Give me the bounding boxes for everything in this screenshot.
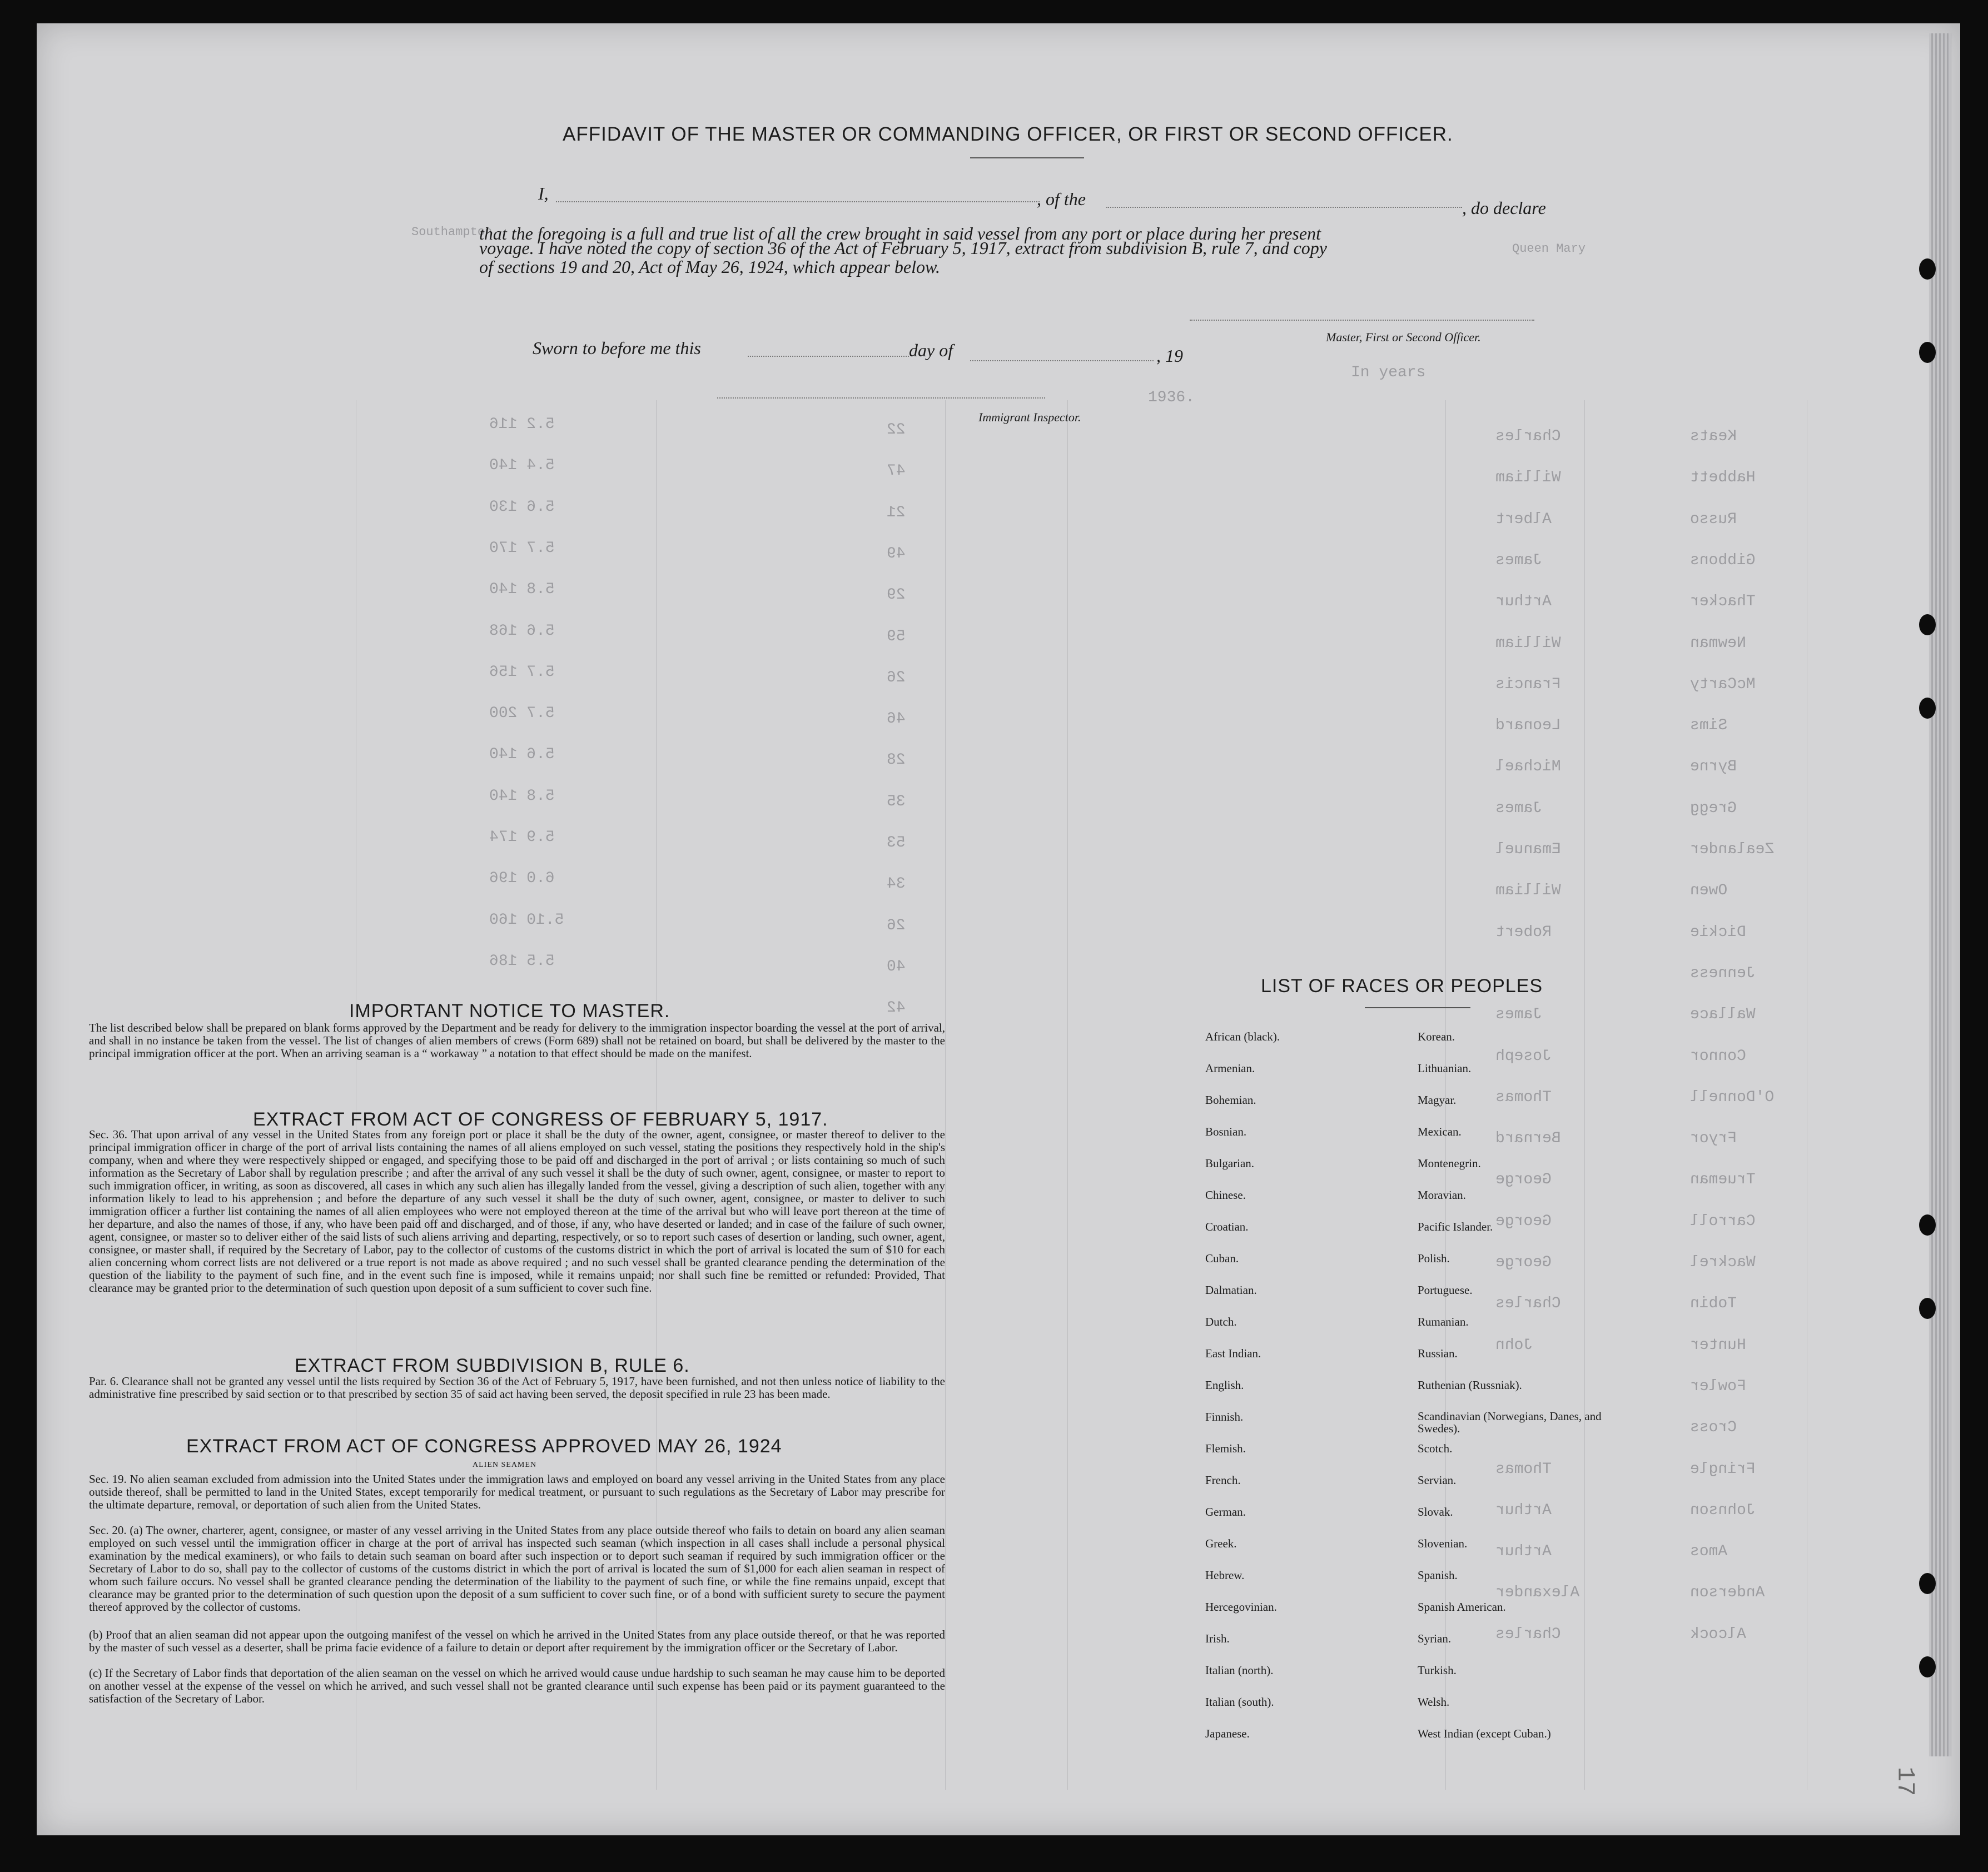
bleed-through-given-name: William (1495, 634, 1561, 652)
race-item: Slovenian. (1418, 1537, 1468, 1550)
column-rule (945, 400, 946, 1790)
extract-1917-title: EXTRACT FROM ACT OF CONGRESS OF FEBRUARY 5, 1917. (253, 1109, 828, 1130)
extract-rule6-title: EXTRACT FROM SUBDIVISION B, RULE 6. (295, 1355, 690, 1376)
bleed-through-port: Southampton (411, 225, 493, 239)
race-item: Polish. (1418, 1252, 1450, 1265)
notice-title: IMPORTANT NOTICE TO MASTER. (349, 1000, 670, 1022)
vessel-name-field[interactable] (1106, 207, 1462, 208)
bleed-through-given-name: William (1495, 469, 1561, 487)
bleed-through-surname: Russo (1690, 510, 1737, 528)
page-stack-edge (1929, 33, 1951, 1756)
race-item: Welsh. (1418, 1695, 1450, 1709)
bleed-through-height-weight: 5.5 186 (489, 952, 555, 970)
bleed-through-surname: Habbett (1690, 469, 1756, 487)
bleed-through-given-name: Charles (1495, 1295, 1561, 1313)
race-item: Scandinavian (Norwegians, Danes, and Swedes). (1418, 1410, 1602, 1435)
extract-1917-body: Sec. 36. That upon arrival of any vessel in the United States from any foreign port or place it shall be the duty of the owner, agent, consignee, or master thereof to deliver to the principal immigration officer in charge of the port of arrival lists containing the names of all aliens employed on such vessel, stating the positions they respectively hold in the ship's company, when and where they were respectively shipped or engaged, and specifying those to be paid off and discharged in the port of arrival ; or lists containing so much of such information as the Secretary of Labor shall by regulation prescribe ; and after the arrival of any such vessel it shall be the duty of such owner, agent, consignee, or master to report to such immigration officer, in writing, as soon as discovered, all cases in which any such alien has illegally landed from the vessel, giving a description of such alien, together with any information likely to lead to his apprehension ; and before the departure of any such vessel it shall be the duty of such owner, agent, consignee, or master to deliver to such immigration officer a further list containing the names of all alien employees who were not employed thereon at the time of the arrival but who will leave port thereon at the time of her departure, and also the names of those, if any, who have been paid off and discharged, and of those, if any, who have deserted or landed; and in case of the failure of such owner, agent, consignee, or master so to deliver either of the said lists of such aliens arriving and departing, respectively, or so to report such cases of desertion or landing, such owner, agent, consignee, or master shall, if required by the Secretary of Labor, pay to the collector of customs of the customs district in which the port of arrival is located the sum of $10 for each alien concerning whom correct lists are not delivered or a true report is not made as above required ; and no such vessel shall be granted clearance pending the determination of the question of the liability to the payment of such fine, and in the event such fine is imposed, while it remains unpaid; nor shall such fine be remitted or refunded: Provided, That clearance may be granted prior to the determination of such question upon deposit of a sum sufficient to cover such fine. (89, 1128, 945, 1295)
race-item: Turkish. (1418, 1664, 1457, 1677)
race-item: Dutch. (1205, 1315, 1237, 1328)
bleed-through-given-name: Arthur (1495, 593, 1552, 611)
bleed-through-age: 40 (887, 958, 906, 975)
race-item: Bosnian. (1205, 1125, 1247, 1138)
bleed-through-surname: Alcock (1690, 1625, 1746, 1643)
bleed-through-surname: Owen (1690, 882, 1728, 900)
binder-hole (1919, 258, 1936, 280)
bleed-through-given-name: James (1495, 551, 1543, 569)
bleed-through-given-name: Bernard (1495, 1130, 1561, 1148)
bleed-through-age: 22 (887, 421, 906, 439)
bleed-through-age: 34 (887, 875, 906, 893)
bleed-through-surname: Carroll (1690, 1212, 1756, 1230)
year-prefix: , 19 (1156, 346, 1183, 366)
race-item: Finnish. (1205, 1410, 1244, 1423)
affidavit-of-the: , of the (1037, 189, 1086, 209)
bleed-through-age: 47 (887, 462, 906, 480)
extract-1924-sec20b: (b) Proof that an alien seaman did not appear upon the outgoing manifest of the vessel on which he arrived in the United States from any place outside thereof, or that he was reported by the master of such vessel as a deserter, shall be prima facie evidence of a failure to detain or deport after requirement by the immigration officer or the Secretary of Labor. (89, 1628, 945, 1654)
bleed-through-surname: Zealander (1690, 841, 1775, 858)
bleed-through-vessel: Queen Mary (1512, 242, 1586, 256)
bleed-through-given-name: John (1495, 1336, 1533, 1354)
race-item: Syrian. (1418, 1632, 1452, 1645)
bleed-through-given-name: Charles (1495, 428, 1561, 445)
bleed-through-surname: Cross (1690, 1419, 1737, 1437)
bleed-through-surname: Trueman (1690, 1171, 1756, 1189)
bleed-through-height-weight: 6.0 196 (489, 870, 555, 888)
bleed-through-age: 26 (887, 917, 906, 934)
bleed-through-height-weight: 5.8 140 (489, 581, 555, 599)
race-item: Ruthenian (Russniak). (1418, 1378, 1522, 1392)
bleed-through-surname: Gibbons (1690, 551, 1756, 569)
bleed-through-surname: Johnson (1690, 1501, 1756, 1519)
extract-1924-sec19: Sec. 19. No alien seaman excluded from admission into the United States under the immigration laws and employed on board any vessel arriving in the United States from any place outside thereof, shall be permitted to land in the United States, except temporarily for medical treatment, or pursuant to such regulations as the Secretary of Labor may prescribe for the ultimate departure, removal, or deportation of such alien from the United States. (89, 1472, 945, 1511)
binder-hole (1919, 1573, 1936, 1594)
binder-hole (1919, 1298, 1936, 1319)
race-item: Pacific Islander. (1418, 1220, 1493, 1233)
race-item: Russian. (1418, 1347, 1458, 1360)
affidavit-line3: voyage. I have noted the copy of section 36 of the Act of February 5, 1917, extract from subdivision B, rule 7, and copy (479, 238, 1327, 258)
bleed-through-surname: Wallace (1690, 1006, 1756, 1024)
bleed-through-height-weight: 5.7 200 (489, 705, 555, 723)
bleed-through-surname: McCarty (1690, 675, 1756, 693)
bleed-through-given-name: Leonard (1495, 717, 1561, 735)
affidavit-title: AFFIDAVIT OF THE MASTER OR COMMANDING OFFICER, OR FIRST OR SECOND OFFICER. (563, 123, 1453, 145)
bleed-through-height-weight: 5.4 140 (489, 457, 555, 475)
binder-hole (1919, 1214, 1936, 1236)
bleed-through-height-weight: 5.7 170 (489, 539, 555, 557)
race-item: East Indian. (1205, 1347, 1261, 1360)
bleed-through-surname: Newman (1690, 634, 1746, 652)
race-item: Italian (south). (1205, 1695, 1274, 1709)
bleed-through-surname: Sims (1690, 717, 1728, 735)
bleed-through-given-name: Arthur (1495, 1501, 1552, 1519)
bleed-through-age: 49 (887, 545, 906, 562)
bleed-through-surname: Connor (1690, 1047, 1746, 1065)
bleed-through-given-name: William (1495, 882, 1561, 900)
title-rule (970, 157, 1084, 158)
sworn-day-field[interactable] (748, 356, 909, 357)
sworn-month-field[interactable] (970, 360, 1154, 361)
race-item: Servian. (1418, 1473, 1457, 1487)
inspector-caption: Immigrant Inspector. (978, 410, 1081, 424)
bleed-through-age: 26 (887, 669, 906, 686)
binder-hole (1919, 342, 1936, 363)
races-rule (1365, 1007, 1470, 1008)
race-item: Hercegovinian. (1205, 1600, 1277, 1614)
binder-hole (1919, 614, 1936, 635)
race-item: West Indian (except Cuban.) (1418, 1727, 1551, 1740)
race-item: Dalmatian. (1205, 1283, 1257, 1297)
master-signature-field[interactable] (1190, 320, 1534, 321)
race-item: Spanish. (1418, 1569, 1458, 1582)
bleed-through-surname: Wackrel (1690, 1254, 1756, 1271)
bleed-through-given-name: George (1495, 1171, 1552, 1189)
affidavit-i: I, (538, 183, 549, 203)
bleed-through-given-name: Thomas (1495, 1088, 1552, 1106)
bleed-through-surname: Byrne (1690, 758, 1737, 776)
extract-1924-title: EXTRACT FROM ACT OF CONGRESS APPROVED MAY 26, 1924 (186, 1436, 782, 1457)
race-item: African (black). (1205, 1030, 1280, 1043)
bleed-through-given-name: Alexander (1495, 1584, 1580, 1602)
bleed-through-age: 59 (887, 628, 906, 645)
bleed-through-age: 46 (887, 710, 906, 728)
bleed-through-height-weight: 5.10 160 (489, 911, 564, 929)
race-item: Portuguese. (1418, 1283, 1473, 1297)
bleed-through-surname: Hunter (1690, 1336, 1746, 1354)
binder-hole (1919, 1656, 1936, 1677)
race-item: Lithuanian. (1418, 1062, 1472, 1075)
binder-hole (1919, 698, 1936, 719)
sworn-text: Sworn to before me this (533, 338, 701, 358)
bleed-through-given-name: Albert (1495, 510, 1552, 528)
bleed-through-given-name: George (1495, 1254, 1552, 1271)
race-item: Rumanian. (1418, 1315, 1469, 1328)
race-item: Spanish American. (1418, 1600, 1506, 1614)
bleed-through-given-name: Charles (1495, 1625, 1561, 1643)
bleed-through-surname: Amos (1690, 1543, 1728, 1561)
notice-body: The list described below shall be prepared on blank forms approved by the Department and be ready for delivery to the immigration inspector boarding the vessel at the port of arrival, and shall in no instance be taken from the vessel. The list of changes of alien members of crews (Form 689) shall not be retained on board, but shall be delivered by the master to the principal immigration officer at the port. When an arriving seaman is a “ workaway ” a notation to that effect should be made on the manifest. (89, 1021, 945, 1060)
race-item: Irish. (1205, 1632, 1230, 1645)
bleed-through-in-years: In years (1351, 364, 1426, 381)
race-item: Korean. (1418, 1030, 1455, 1043)
master-caption: Master, First or Second Officer. (1326, 330, 1481, 344)
bleed-through-year: 1936. (1148, 389, 1195, 406)
race-item: Magyar. (1418, 1093, 1457, 1107)
bleed-through-given-name: Emanuel (1495, 841, 1561, 858)
race-item: German. (1205, 1505, 1246, 1518)
races-title: LIST OF RACES OR PEOPLES (1261, 975, 1543, 997)
day-of-text: day of (909, 340, 953, 360)
race-item: Japanese. (1205, 1727, 1250, 1740)
bleed-through-surname: Thacker (1690, 593, 1756, 611)
bleed-through-age: 28 (887, 751, 906, 769)
bleed-through-age: 29 (887, 586, 906, 604)
race-item: Croatian. (1205, 1220, 1249, 1233)
bleed-through-surname: O'Donnell (1690, 1088, 1775, 1106)
affidavit-declare: , do declare (1462, 198, 1546, 218)
extract-1924-sec20c: (c) If the Secretary of Labor finds that deportation of the alien seaman on the vessel on which he arrived would cause undue hardship to such seaman he may cause him to be deported on another vessel at the expense of the vessel on which he arrived, and such vessel shall not be granted clearance until such expense has been paid or its payment guaranteed to the satisfaction of the Secretary of Labor. (89, 1666, 945, 1705)
race-item: Bohemian. (1205, 1093, 1256, 1107)
bleed-through-height-weight: 5.6 140 (489, 746, 555, 764)
column-rule (1584, 400, 1585, 1790)
bleed-through-surname: Gregg (1690, 799, 1737, 817)
column-rule (1067, 400, 1068, 1790)
bleed-through-surname: Fowler (1690, 1377, 1746, 1395)
race-item: Montenegrin. (1418, 1157, 1481, 1170)
bleed-through-surname: Tobin (1690, 1295, 1737, 1313)
bleed-through-given-name: Michael (1495, 758, 1561, 776)
bleed-through-given-name: George (1495, 1212, 1552, 1230)
race-item: Bulgarian. (1205, 1157, 1255, 1170)
bleed-through-age: 21 (887, 504, 906, 521)
bleed-through-given-name: Arthur (1495, 1543, 1552, 1561)
bleed-through-height-weight: 5.9 174 (489, 829, 555, 846)
bleed-through-surname: Fryor (1690, 1130, 1737, 1148)
bleed-through-height-weight: 5.2 116 (489, 416, 555, 433)
extract-rule6-body: Par. 6. Clearance shall not be granted any vessel until the lists required by Section 36 of the Act of February 5, 1917, have been furnished, and not then unless notice of liability to the administrative fine prescribed by said section or to that prescribed by section 35 of said act having been served, the deposit specified in rule 23 has been made. (89, 1375, 945, 1401)
race-item: Hebrew. (1205, 1569, 1245, 1582)
bleed-through-given-name: Thomas (1495, 1460, 1552, 1478)
bleed-through-surname: Anderson (1690, 1584, 1765, 1602)
bleed-through-surname: Fringle (1690, 1460, 1756, 1478)
race-item: Armenian. (1205, 1062, 1255, 1075)
bleed-through-height-weight: 5.8 140 (489, 787, 555, 805)
bleed-through-given-name: Francis (1495, 675, 1561, 693)
race-item: Cuban. (1205, 1252, 1239, 1265)
bleed-through-surname: Keats (1690, 428, 1737, 445)
race-item: Mexican. (1418, 1125, 1462, 1138)
bleed-through-given-name: James (1495, 1006, 1543, 1024)
race-item: Italian (north). (1205, 1664, 1274, 1677)
bleed-through-height-weight: 5.7 156 (489, 663, 555, 681)
race-item: English. (1205, 1378, 1244, 1392)
extract-1924-sec20a: Sec. 20. (a) The owner, charterer, agent, consignee, or master of any vessel arriving in the United States from any place outside thereof who fails to detain on board any alien seaman employed on such vessel until the immigration officer in charge at the port of arrival has inspected such seaman (which inspection in all cases shall include a personal physical examination by the medical examiners), or who fails to detain such seaman on board after such inspection or to deport such seaman if required by such immigration officer or the Secretary of Labor to do so, shall pay to the collector of customs of the customs district in which the port of arrival is located the sum of $1,000 for each alien seaman in respect of whom such failure occurs. No vessel shall be granted clearance pending the determination of the liability to the payment of such fine, or while the fine remains unpaid, except that clearance may be granted prior to the determination of such question upon the deposit of a sum sufficient to cover such fine, or of a bond with sufficient surety to secure the payment thereof approved by the collector of customs. (89, 1524, 945, 1614)
race-item: Greek. (1205, 1537, 1237, 1550)
inspector-signature-field[interactable] (717, 397, 1045, 399)
bleed-through-age: 53 (887, 834, 906, 852)
bleed-through-surname: Dickie (1690, 923, 1746, 941)
race-item: Chinese. (1205, 1188, 1246, 1202)
affidavit-line4: of sections 19 and 20, Act of May 26, 1924, which appear below. (479, 257, 940, 277)
bleed-through-height-weight: 5.6 168 (489, 622, 555, 640)
bleed-through-given-name: James (1495, 799, 1543, 817)
bleed-through-height-weight: 5.6 130 (489, 498, 555, 516)
affidavit-line2: that the foregoing is a full and true list of all the crew brought in said vessel from any port or place during her present (479, 223, 1321, 243)
race-item: Slovak. (1418, 1505, 1453, 1518)
bleed-through-given-name: Robert (1495, 923, 1552, 941)
race-item: Scotch. (1418, 1442, 1453, 1455)
master-name-field[interactable] (556, 201, 1040, 202)
bleed-through-age: 42 (887, 999, 906, 1017)
race-item: Moravian. (1418, 1188, 1466, 1202)
race-item: Flemish. (1205, 1442, 1246, 1455)
page-number-mark: 17 (1891, 1766, 1919, 1796)
bleed-through-age: 35 (887, 793, 906, 810)
extract-1924-subtitle: ALIEN SEAMEN (473, 1461, 537, 1469)
bleed-through-surname: Jenness (1690, 964, 1756, 982)
race-item: French. (1205, 1473, 1241, 1487)
bleed-through-given-name: Joseph (1495, 1047, 1552, 1065)
